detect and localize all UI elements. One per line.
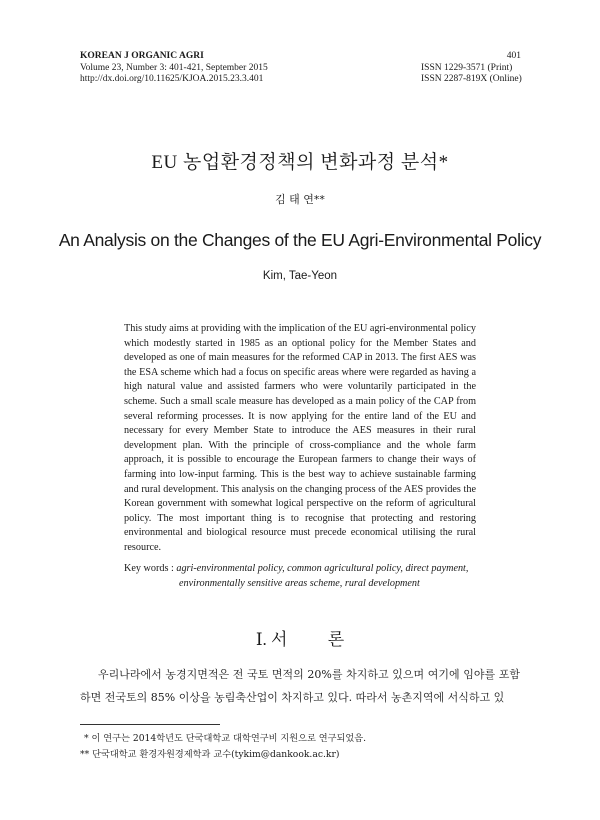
issn-header [421,51,522,86]
issn-print: ISSN 1229-3571 (Print) [421,62,513,73]
doi-link[interactable]: http://dx.doi.org/10.11625/KJOA.2015.23.3.401 [80,74,264,84]
author-english: Kim, Tae-Yeon [262,270,338,282]
title-english: An Analysis on the Changes of the EU Agri-Environmental Policy [58,230,542,250]
section-number: Ⅰ. [255,630,267,649]
keywords [124,562,484,591]
intro-paragraph: 우리나라에서 농경지면적은 전 국토 면적의 20%를 차지하고 있으며 여기에 임야를 포함하면 전국토의 85% 이상을 농림축산업이 차지하고 있다. 따라서 농촌지역에 서식하고 있 [80,668,520,704]
keywords-line-1: agri-environmental policy, common agricultural policy, direct payment, [176,563,469,574]
page-number: 401 [506,51,521,61]
section-heading [0,625,600,650]
journal-header [80,51,268,86]
keywords-label: Key words : [124,563,177,574]
abstract: This study aims at providing with the implication of the EU agri-environmental policy which modestly started in 1985 as an optional policy for the Member States and developed as one of main measures for the reformed CAP in 2013. The first AES was the ESA scheme which had a focus on specific areas where were regarded as having a high natural value and assisted farmers who were voluntarily participated in the scheme. Such a small scale measure has developed as a main policy of the CAP from several reforming processes. It is now applying for the entire land of the EU and necessary for every Member State to introduce the AES measures in their rural development plan. With the principle of cross-compliance and the whole farm approach, it is possible to encourage the European farmers to change their ways of farming into low-input farming. This is the best way to achieve sustainable farming and rural development. This analysis on the changing process of the AES provides the Korean government with somewhat logical perspective on the reform of agricultural policy. The most important thing is to recognise that protecting and restoring environmental and biological resource must precede economical utilising the rural resource. [124,323,476,553]
section-title-2: 론 [327,630,345,649]
footnote-rule [80,724,220,725]
intro-body [80,664,520,709]
issn-online: ISSN 2287-819X (Online) [421,74,522,84]
author-korean: 김 태 연** [275,193,325,206]
footnote-2: ** 단국대학교 환경자원경제학과 교수(tykim@dankook.ac.kr) [80,749,340,760]
footnotes [80,731,520,763]
section-title-1: 서 [271,630,288,649]
footnote-1: * 이 연구는 2014학년도 단국대학교 대학연구비 지원으로 연구되었음. [84,733,367,744]
title-korean: EU 농업환경정책의 변화과정 분석* [151,152,449,173]
volume-info: Volume 23, Number 3: 401-421, September 2015 [80,62,268,73]
keywords-line-2: environmentally sensitive areas scheme, rural development [179,577,420,589]
journal-name: KOREAN J ORGANIC AGRI [80,51,204,61]
